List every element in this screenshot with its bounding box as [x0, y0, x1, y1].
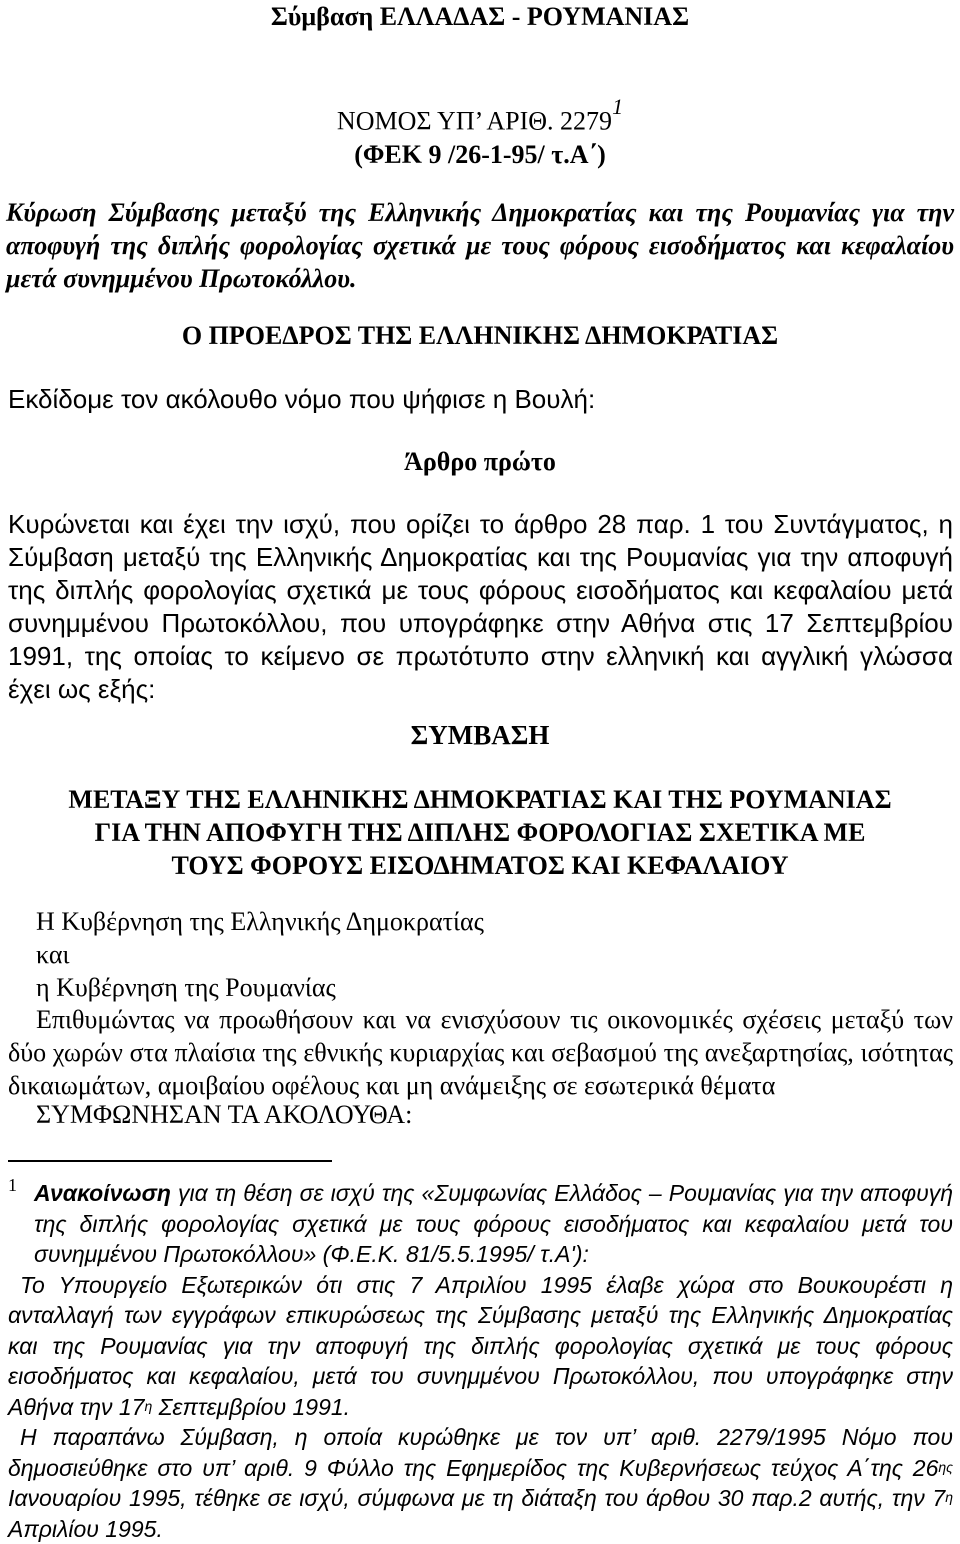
party-conjunction: και — [36, 940, 70, 969]
ordinal-suffix: η — [945, 1489, 953, 1505]
footnote-p2-text-c: Απριλίου 1995. — [8, 1515, 163, 1542]
footnote-paragraph-1 — [8, 1270, 953, 1423]
article-heading: Άρθρο πρώτο — [404, 447, 556, 476]
footnote-separator — [8, 1160, 332, 1162]
preamble-paragraph — [8, 1003, 953, 1102]
convention-title-line: ΜΕΤΑΞΥ ΤΗΣ ΕΛΛΗΝΙΚΗΣ ΔΗΜΟΚΡΑΤΙΑΣ ΚΑΙ ΤΗΣ ΡΟΥΜΑΝΙΑΣ — [68, 785, 892, 814]
footnote-lead-bold: Ανακοίνωση — [34, 1180, 171, 1206]
enactment-line: Εκδίδομε τον ακόλουθο νόμο που ψήφισε η Βουλή: — [8, 384, 596, 414]
ordinal-suffix: ης — [938, 1458, 953, 1475]
footnote-p2-text-a: Η παραπάνω Σύμβαση, η οποία κυρώθηκε με τον υπ’ αριθ. 2279/1995 Νόμο που δημοσιεύθηκε στο υπ’ αριθ. 9 Φύλλο της Εφημερίδος της Κυβερνήσεως τεύχος Α΄της 26 — [8, 1424, 953, 1481]
footnote-p2-text-b: Ιανουαρίου 1995, τέθηκε σε ισχύ, σύμφωνα με τη διάταξη του άρθου 30 παρ.2 αυτής, την 7 — [8, 1485, 946, 1511]
president-heading: Ο ΠΡΟΕΔΡΟΣ ΤΗΣ ΕΛΛΗΝΙΚΗΣ ΔΗΜΟΚΡΑΤΙΑΣ — [181, 321, 779, 350]
contracting-parties — [36, 905, 954, 1004]
preamble-text: Επιθυμώντας να προωθήσουν και να ενισχύσουν τις οικονομικές σχέσεις μεταξύ των δύο χωρών στα πλαίσια της εθνικής κυριαρχίας και σεβασμού της ανεξαρτησίας, ισότητας δικαιωμάτων, αμοιβαίου οφέλους και μη ανάμειξης σε εσωτερικά θέματα — [8, 1005, 953, 1100]
law-number-text: ΝΟΜΟΣ ΥΠ’ ΑΡΙΘ. 2279 — [336, 106, 613, 136]
ordinal-suffix: η — [144, 1397, 153, 1414]
footnote-p1-end: Σεπτεμβρίου 1991. — [152, 1393, 351, 1420]
law-intro: Κύρωση Σύμβασης μεταξύ της Ελληνικής Δημοκρατίας και της Ρουμανίας για την αποφυγή της διπλής φορολογίας σχετικά με τους φόρους εισοδήματος και κεφαλαίου μετά συνημμένου Πρωτοκόλλου. — [6, 198, 954, 293]
footnote-p1-text: Το Υπουργείο Εξωτερικών ότι στις 7 Απριλίου 1995 έλαβε χώρα στο Βουκουρέστι η ανταλλαγή των εγγράφων επικυρώσεως της Σύμβασης μεταξύ της Ελληνικής Δημοκρατίας και της Ρουμανίας για την αποφυγή της διπλής φορολογίας σχετικά με τους φόρους εισοδήματος και κεφαλαίου, μετά του συνημμένου Πρωτοκόλλου, που υπογράφηκε στην Αθήνα την 17 — [8, 1271, 953, 1420]
party-romania: η Κυβέρνηση της Ρουμανίας — [36, 973, 336, 1002]
footnote-mark: 1 — [8, 1175, 17, 1195]
convention-heading: ΣΥΜΒΑΣΗ — [410, 720, 550, 750]
agreed-heading: ΣΥΜΦΩΝΗΣΑΝ ΤΑ ΑΚΟΛΟΥΘΑ: — [36, 1100, 413, 1129]
document-title: Σύμβαση ΕΛΛΑΔΑΣ - ΡΟΥΜΑΝΙΑΣ — [270, 2, 690, 31]
footnote-lead-text: για τη θέση σε ισχύ της «Συμφωνίας Ελλάδος – Ρουμανίας για την αποφυγή της διπλής φορολογίας σχετικά με τους φόρους εισοδήματος και κεφαλαίου μετά του συνημμένου Πρωτοκόλλου» (Φ.Ε.Κ. 81/5.5.1995/ τ.Α'): — [34, 1180, 953, 1267]
law-number — [0, 94, 960, 137]
party-greece: Η Κυβέρνηση της Ελληνικής Δημοκρατίας — [36, 907, 484, 936]
convention-title-line: ΤΟΥΣ ΦΟΡΟΥΣ ΕΙΣΟΔΗΜΑΤΟΣ ΚΑΙ ΚΕΦΑΛΑΙΟΥ — [171, 851, 789, 880]
footnote-lead — [8, 1178, 953, 1270]
footnote — [8, 1175, 953, 1544]
footnote-reference: 1 — [612, 94, 624, 119]
ratification-paragraph: Κυρώνεται και έχει την ισχύ, που ορίζει το άρθρο 28 παρ. 1 του Συντάγματος, η Σύμβαση μεταξύ της Ελληνικής Δημοκρατίας και της Ρουμανίας για την αποφυγή της διπλής φορολογίας σχετικά με τους φόρους εισοδήματος και κεφαλαίου μετά συνημμένου Πρωτοκόλλου, που υπογράφηκε στην Αθήνα στις 17 Σεπτεμβρίου 1991, της οποίας το κείμενο σε πρωτότυπο στην ελληνική και αγγλική γλώσσα έχει ως εξής: — [8, 509, 953, 704]
convention-title — [0, 783, 960, 882]
footnote-paragraph-2 — [8, 1422, 953, 1544]
convention-title-line: ΓΙΑ ΤΗΝ ΑΠΟΦΥΓΗ ΤΗΣ ΔΙΠΛΗΣ ΦΟΡΟΛΟΓΙΑΣ ΣΧΕΤΙΚΑ ΜΕ — [94, 818, 866, 847]
gazette-reference: (ΦΕΚ 9 /26-1-95/ τ.Α΄) — [354, 140, 606, 169]
